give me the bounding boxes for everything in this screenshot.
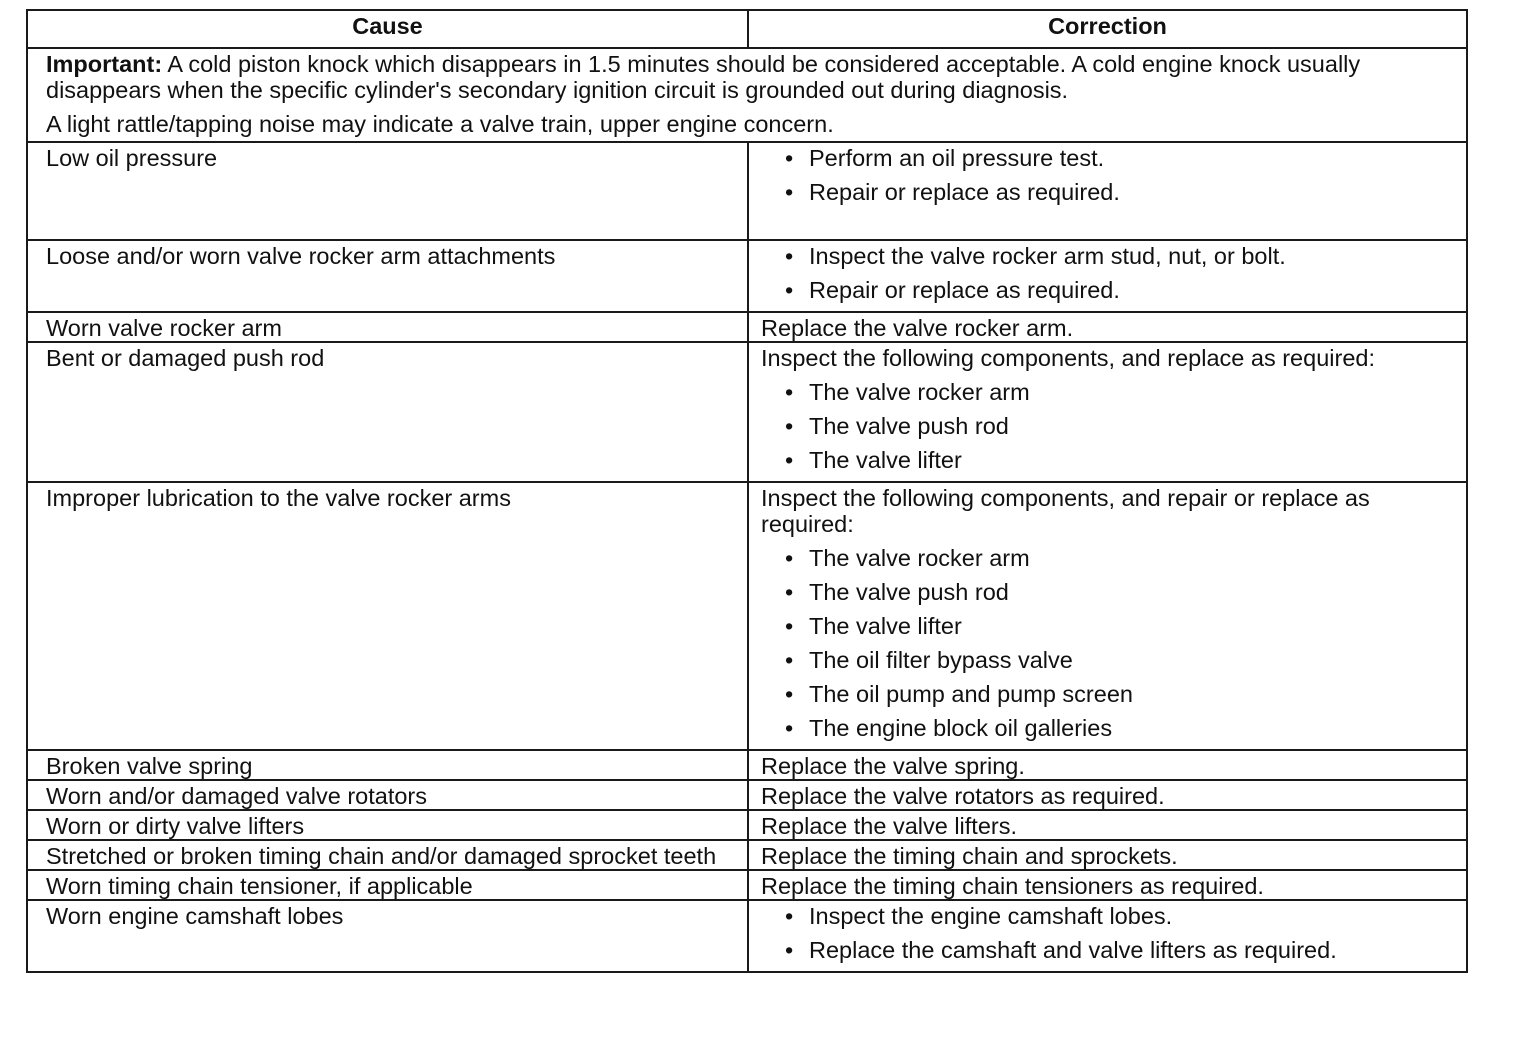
correction-cell bbox=[748, 312, 1467, 342]
correction-list bbox=[761, 545, 1454, 741]
cause-cell: Improper lubrication to the valve rocker arms bbox=[27, 482, 748, 750]
cause-cell: Low oil pressure bbox=[27, 142, 748, 240]
list-item: • Inspect the engine camshaft lobes. bbox=[783, 903, 1454, 929]
table-row bbox=[27, 342, 1467, 482]
list-item: • The valve lifter bbox=[783, 613, 1454, 639]
list-item: • The valve push rod bbox=[783, 413, 1454, 439]
correction-text: Replace the valve lifters. bbox=[761, 813, 1018, 839]
cause-header: Cause bbox=[27, 10, 748, 48]
table-row bbox=[27, 240, 1467, 312]
cause-cell: Stretched or broken timing chain and/or damaged sprocket teeth bbox=[27, 840, 748, 870]
diagnosis-table bbox=[26, 9, 1468, 973]
correction-cell bbox=[748, 750, 1467, 780]
list-item: • Repair or replace as required. bbox=[783, 179, 1454, 205]
correction-text: Replace the valve rotators as required. bbox=[761, 783, 1165, 809]
cause-cell: Broken valve spring bbox=[27, 750, 748, 780]
correction-cell bbox=[748, 780, 1467, 810]
note-paragraph bbox=[46, 51, 1452, 103]
correction-cell bbox=[748, 810, 1467, 840]
list-item: • Perform an oil pressure test. bbox=[783, 145, 1454, 171]
cause-cell: Worn valve rocker arm bbox=[27, 312, 748, 342]
cause-cell: Worn or dirty valve lifters bbox=[27, 810, 748, 840]
correction-header: Correction bbox=[748, 10, 1467, 48]
table-row bbox=[27, 900, 1467, 972]
table-row bbox=[27, 810, 1467, 840]
correction-list bbox=[761, 379, 1454, 473]
cause-cell: Worn and/or damaged valve rotators bbox=[27, 780, 748, 810]
cause-cell: Loose and/or worn valve rocker arm attachments bbox=[27, 240, 748, 312]
note-second: A light rattle/tapping noise may indicate a valve train, upper engine concern. bbox=[46, 111, 834, 137]
list-item: • Repair or replace as required. bbox=[783, 277, 1454, 303]
correction-cell bbox=[748, 142, 1467, 240]
correction-list bbox=[761, 243, 1454, 303]
list-item: • The oil filter bypass valve bbox=[783, 647, 1454, 673]
list-item: • The oil pump and pump screen bbox=[783, 681, 1454, 707]
table-row bbox=[27, 750, 1467, 780]
correction-text: Replace the valve rocker arm. bbox=[761, 315, 1074, 341]
cause-cell: Worn timing chain tensioner, if applicable bbox=[27, 870, 748, 900]
note-cell bbox=[27, 48, 1467, 142]
note-row bbox=[27, 48, 1467, 142]
note-text: A cold piston knock which disappears in 1.5 minutes should be considered acceptable. A cold engine knock usually disappears when the specific cylinder's secondary ignition circuit is grounded out during diagnosis. bbox=[46, 51, 1361, 103]
correction-cell bbox=[748, 900, 1467, 972]
table-row bbox=[27, 840, 1467, 870]
correction-cell bbox=[748, 870, 1467, 900]
list-item: • Replace the camshaft and valve lifters as required. bbox=[783, 937, 1454, 963]
list-item: • The valve push rod bbox=[783, 579, 1454, 605]
note-label: Important: bbox=[46, 51, 163, 77]
table-row bbox=[27, 142, 1467, 240]
list-item: • The valve rocker arm bbox=[783, 545, 1454, 571]
correction-cell bbox=[748, 482, 1467, 750]
table-row bbox=[27, 482, 1467, 750]
list-item: • Inspect the valve rocker arm stud, nut, or bolt. bbox=[783, 243, 1454, 269]
correction-cell bbox=[748, 342, 1467, 482]
correction-text: Replace the valve spring. bbox=[761, 753, 1025, 779]
table-row bbox=[27, 780, 1467, 810]
cause-cell: Worn engine camshaft lobes bbox=[27, 900, 748, 972]
table-row bbox=[27, 312, 1467, 342]
correction-text: Replace the timing chain tensioners as required. bbox=[761, 873, 1264, 899]
correction-cell bbox=[748, 240, 1467, 312]
header-row bbox=[27, 10, 1467, 48]
table-row bbox=[27, 870, 1467, 900]
list-item: • The valve lifter bbox=[783, 447, 1454, 473]
correction-list bbox=[761, 145, 1454, 205]
correction-lead: Inspect the following components, and repair or replace as required: bbox=[761, 485, 1370, 537]
correction-cell bbox=[748, 840, 1467, 870]
correction-text: Replace the timing chain and sprockets. bbox=[761, 843, 1178, 869]
correction-list bbox=[761, 903, 1454, 963]
list-item: • The valve rocker arm bbox=[783, 379, 1454, 405]
list-item: • The engine block oil galleries bbox=[783, 715, 1454, 741]
cause-cell: Bent or damaged push rod bbox=[27, 342, 748, 482]
correction-lead: Inspect the following components, and replace as required: bbox=[761, 345, 1375, 371]
